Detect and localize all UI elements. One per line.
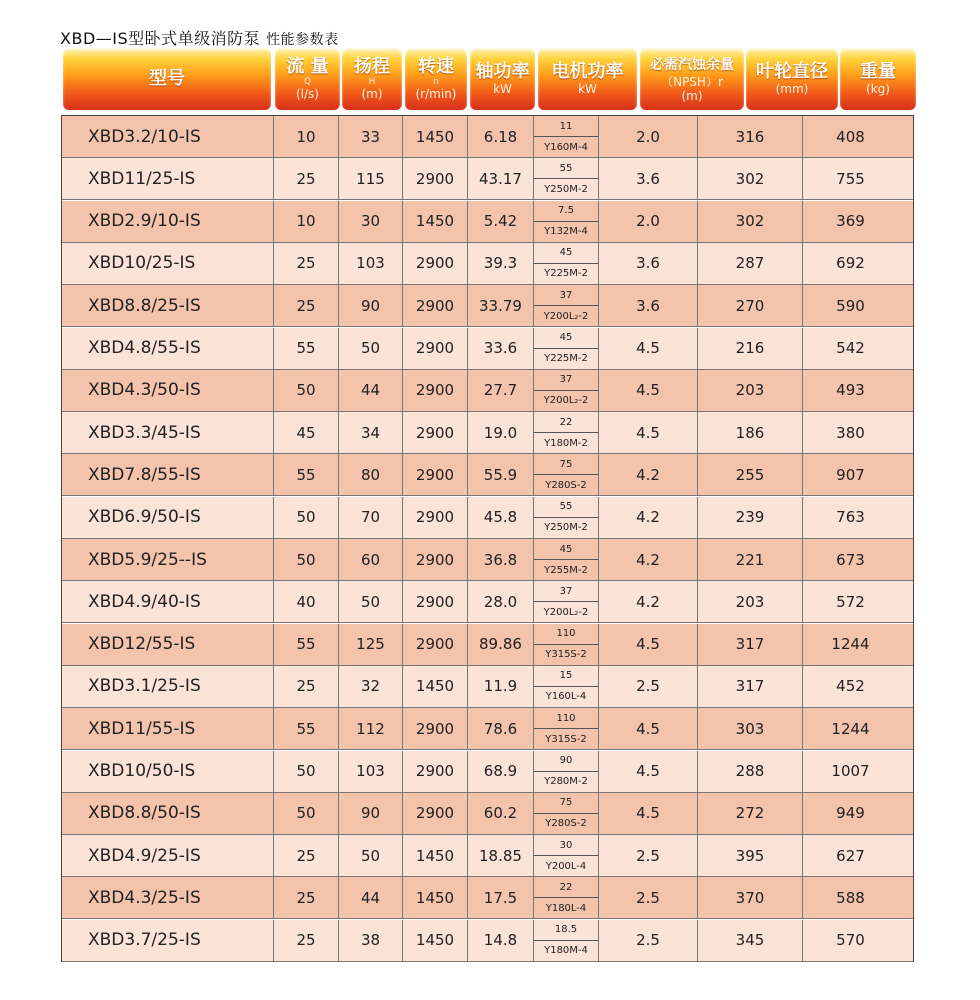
cell-head: 103 (339, 751, 403, 792)
table-row (62, 497, 913, 539)
table-row (62, 285, 913, 327)
parameter-table (61, 115, 914, 962)
header-symbol: H (368, 77, 376, 87)
cell-flow: 55 (274, 708, 339, 749)
cell-impeller: 186 (698, 412, 803, 453)
cell-head: 112 (339, 708, 403, 749)
cell-motor-model: Y200L₂-2 (543, 310, 589, 322)
cell-motor-kw: 45 (534, 243, 598, 264)
cell-model: XBD3.1/25-IS (62, 666, 274, 707)
cell-npsh: 2.5 (599, 877, 698, 918)
header-label: 流 量 (286, 56, 329, 77)
cell-motor-model: Y280S-2 (545, 818, 587, 830)
header-flow (275, 48, 340, 110)
cell-motor (534, 116, 599, 157)
cell-motor-model: Y255M-2 (544, 564, 588, 576)
cell-motor (534, 793, 599, 834)
header-unit: (r/min) (415, 87, 457, 101)
cell-weight: 673 (836, 550, 865, 569)
cell-speed: 2900 (403, 708, 468, 749)
cell-shaft: 45.8 (468, 497, 534, 538)
cell-impeller: 317 (698, 666, 803, 707)
cell-motor (534, 920, 599, 961)
header-shaft-power (470, 48, 535, 110)
cell-shaft: 18.85 (468, 835, 534, 876)
cell-motor (534, 539, 599, 580)
cell-motor (534, 243, 599, 284)
cell-head: 115 (339, 158, 403, 199)
cell-weight: 408 (836, 127, 865, 146)
header-label: 轴功率 (475, 61, 530, 82)
cell-impeller: 221 (698, 539, 803, 580)
cell-impeller: 303 (698, 708, 803, 749)
cell-npsh: 2.5 (599, 666, 698, 707)
cell-model: XBD4.3/50-IS (62, 370, 274, 411)
cell-model: XBD7.8/55-IS (62, 454, 274, 495)
cell-npsh: 4.5 (599, 751, 698, 792)
cell-model: XBD11/25-IS (62, 158, 274, 199)
cell-motor-kw: 7.5 (534, 201, 598, 222)
cell-npsh: 2.0 (599, 116, 698, 157)
table-row (62, 116, 913, 158)
cell-shaft: 28.0 (468, 581, 534, 622)
cell-weight: 542 (836, 339, 865, 357)
cell-speed: 2900 (403, 497, 468, 538)
cell-motor (534, 877, 599, 918)
cell-speed: 1450 (403, 201, 468, 242)
header-symbol: （NPSH）r (661, 75, 723, 89)
cell-shaft: 6.18 (468, 116, 534, 157)
cell-weight: 493 (836, 381, 865, 400)
table-row (62, 708, 913, 750)
header-unit: (m) (361, 87, 383, 101)
cell-model: XBD3.2/10-IS (62, 116, 274, 157)
cell-model: XBD8.8/25-IS (62, 285, 274, 326)
cell-impeller: 316 (698, 116, 803, 157)
cell-impeller: 288 (698, 751, 803, 792)
table-row (62, 624, 913, 666)
cell-head: 34 (339, 412, 403, 453)
cell-shaft: 14.8 (468, 920, 534, 961)
cell-impeller: 302 (698, 158, 803, 199)
cell-impeller: 287 (698, 243, 803, 284)
cell-impeller: 345 (698, 920, 803, 961)
cell-speed: 1450 (403, 666, 468, 707)
cell-motor-kw: 55 (534, 158, 598, 179)
cell-impeller: 272 (698, 793, 803, 834)
cell-motor (534, 708, 599, 749)
cell-flow: 40 (274, 581, 339, 622)
table-row (62, 328, 913, 370)
cell-flow: 25 (274, 158, 339, 199)
cell-npsh: 4.5 (599, 624, 698, 665)
cell-motor-kw: 110 (534, 708, 598, 729)
cell-impeller: 255 (698, 454, 803, 495)
header-unit: kW (493, 82, 512, 96)
cell-speed: 1450 (403, 835, 468, 876)
cell-model: XBD12/55-IS (62, 624, 274, 665)
cell-weight: 692 (836, 254, 865, 273)
cell-flow: 45 (274, 412, 339, 453)
cell-speed: 2900 (403, 793, 468, 834)
cell-head: 60 (339, 539, 403, 580)
cell-shaft: 19.0 (468, 412, 534, 453)
header-symbol: Q (303, 77, 312, 87)
cell-head: 90 (339, 285, 403, 326)
cell-flow: 25 (274, 877, 339, 918)
cell-motor (534, 497, 599, 538)
header-unit: (l/s) (296, 87, 319, 101)
cell-motor-model: Y200L₂-2 (543, 395, 589, 407)
cell-flow: 25 (274, 835, 339, 876)
header-motor-power (538, 48, 637, 110)
header-weight (840, 48, 916, 110)
cell-speed: 1450 (403, 920, 468, 961)
cell-npsh: 3.6 (599, 243, 698, 284)
cell-weight: 572 (836, 592, 865, 611)
cell-motor-model: Y225M-2 (544, 353, 588, 364)
cell-motor-kw: 22 (534, 877, 598, 898)
cell-model: XBD3.3/45-IS (62, 412, 274, 453)
table-row (62, 201, 913, 243)
cell-shaft: 78.6 (468, 708, 534, 749)
cell-weight: 452 (836, 677, 865, 696)
cell-impeller: 395 (698, 835, 803, 876)
header-impeller-diameter (746, 48, 838, 110)
cell-motor (534, 370, 599, 411)
cell-weight: 588 (836, 888, 865, 907)
cell-motor-model: Y160L-4 (545, 691, 587, 703)
cell-motor-kw: 11 (534, 116, 598, 137)
header-unit: (kg) (866, 82, 890, 96)
cell-model: XBD11/55-IS (62, 708, 274, 749)
cell-weight: 369 (836, 212, 865, 231)
cell-speed: 2900 (403, 328, 468, 369)
cell-motor-kw: 55 (534, 497, 598, 518)
cell-model: XBD10/50-IS (62, 751, 274, 792)
table-row (62, 581, 913, 623)
cell-shaft: 36.8 (468, 539, 534, 580)
cell-model: XBD6.9/50-IS (62, 497, 274, 538)
cell-model: XBD5.9/25--IS (62, 539, 274, 580)
cell-impeller: 203 (698, 581, 803, 622)
cell-shaft: 5.42 (468, 201, 534, 242)
header-symbol: n (433, 77, 439, 87)
table-row (62, 370, 913, 412)
cell-model: XBD4.8/55-IS (62, 328, 274, 369)
cell-model: XBD10/25-IS (62, 243, 274, 284)
cell-motor (534, 158, 599, 199)
cell-motor (534, 454, 599, 495)
header-unit: (m) (681, 89, 703, 103)
cell-motor-model: Y225M-2 (544, 268, 588, 280)
cell-motor-kw: 90 (534, 751, 598, 772)
cell-npsh: 4.2 (599, 539, 698, 580)
cell-motor-model: Y250M-2 (544, 183, 588, 195)
cell-motor (534, 835, 599, 876)
cell-flow: 55 (274, 624, 339, 665)
cell-model: XBD4.9/40-IS (62, 581, 274, 622)
cell-flow: 25 (274, 920, 339, 961)
cell-flow: 55 (274, 454, 339, 495)
cell-head: 70 (339, 497, 403, 538)
cell-shaft: 60.2 (468, 793, 534, 834)
cell-motor-kw: 30 (534, 835, 598, 856)
cell-flow: 50 (274, 751, 339, 792)
cell-shaft: 43.17 (468, 158, 534, 199)
cell-head: 30 (339, 201, 403, 242)
cell-motor-model: Y315S-2 (545, 733, 587, 745)
cell-motor-kw: 110 (534, 624, 598, 645)
cell-shaft: 33.79 (468, 285, 534, 326)
table-row (62, 835, 913, 877)
table-row (62, 539, 913, 581)
cell-model: XBD4.9/25-IS (62, 835, 274, 876)
cell-weight: 755 (836, 169, 865, 188)
title-sub: 性能参数表 (266, 32, 339, 48)
table-row (62, 454, 913, 496)
table-row (62, 412, 913, 454)
cell-motor-kw: 15 (534, 666, 598, 687)
cell-head: 125 (339, 624, 403, 665)
cell-npsh: 2.0 (599, 201, 698, 242)
cell-head: 90 (339, 793, 403, 834)
cell-weight: 1007 (831, 762, 870, 780)
cell-npsh: 4.5 (599, 412, 698, 453)
cell-speed: 2900 (403, 751, 468, 792)
cell-flow: 25 (274, 243, 339, 284)
cell-motor-kw: 45 (534, 328, 598, 349)
cell-shaft: 68.9 (468, 751, 534, 792)
cell-motor-model: Y280S-2 (545, 479, 587, 491)
cell-speed: 1450 (403, 116, 468, 157)
cell-weight: 763 (836, 508, 865, 527)
cell-motor-model: Y200L-4 (545, 860, 587, 872)
header-model (63, 48, 271, 110)
header-head (342, 48, 402, 110)
cell-npsh: 2.5 (599, 835, 698, 876)
cell-motor (534, 624, 599, 665)
cell-weight: 570 (836, 931, 865, 950)
cell-speed: 2900 (403, 370, 468, 411)
cell-npsh: 4.5 (599, 328, 698, 369)
cell-npsh: 4.2 (599, 581, 698, 622)
cell-motor (534, 666, 599, 707)
cell-head: 44 (339, 877, 403, 918)
cell-impeller: 302 (698, 201, 803, 242)
cell-npsh: 3.6 (599, 158, 698, 199)
cell-npsh: 4.5 (599, 370, 698, 411)
cell-flow: 10 (274, 116, 339, 157)
cell-flow: 50 (274, 793, 339, 834)
header-label: 扬程 (354, 56, 390, 77)
cell-head: 32 (339, 666, 403, 707)
cell-head: 50 (339, 328, 403, 369)
cell-flow: 25 (274, 666, 339, 707)
cell-motor-model: Y180M-4 (544, 945, 588, 957)
cell-weight: 627 (836, 846, 865, 865)
cell-impeller: 239 (698, 497, 803, 538)
cell-flow: 50 (274, 370, 339, 411)
cell-motor (534, 201, 599, 242)
table-row (62, 243, 913, 285)
cell-head: 50 (339, 835, 403, 876)
cell-impeller: 270 (698, 285, 803, 326)
cell-impeller: 203 (698, 370, 803, 411)
cell-motor-kw: 18.5 (534, 920, 598, 941)
table-row (62, 793, 913, 835)
cell-flow: 25 (274, 285, 339, 326)
cell-motor-kw: 22 (534, 412, 598, 433)
cell-speed: 2900 (403, 624, 468, 665)
header-label: 电机功率 (551, 61, 624, 82)
cell-model: XBD8.8/50-IS (62, 793, 274, 834)
cell-motor (534, 751, 599, 792)
cell-motor-model: Y132M-4 (544, 226, 588, 238)
cell-head: 33 (339, 116, 403, 157)
cell-speed: 2900 (403, 412, 468, 453)
header-label: 叶轮直径 (756, 61, 828, 82)
cell-head: 38 (339, 920, 403, 961)
table-row (62, 751, 913, 793)
cell-impeller: 216 (698, 328, 803, 369)
header-speed (405, 48, 467, 110)
cell-impeller: 370 (698, 877, 803, 918)
cell-weight: 590 (836, 296, 865, 315)
cell-shaft: 17.5 (468, 877, 534, 918)
header-label: 转速 (418, 56, 454, 77)
cell-motor-model: Y315S-2 (545, 649, 587, 661)
cell-model: XBD3.7/25-IS (62, 920, 274, 961)
cell-shaft: 39.3 (468, 243, 534, 284)
cell-flow: 50 (274, 497, 339, 538)
cell-motor-model: Y250M-2 (544, 522, 588, 534)
cell-shaft: 27.7 (468, 370, 534, 411)
cell-npsh: 2.5 (599, 920, 698, 961)
header-unit: kW (578, 82, 597, 96)
cell-motor-kw: 37 (534, 581, 598, 602)
cell-speed: 2900 (403, 581, 468, 622)
cell-head: 50 (339, 581, 403, 622)
cell-head: 103 (339, 243, 403, 284)
cell-npsh: 4.2 (599, 497, 698, 538)
cell-weight: 907 (836, 465, 865, 484)
cell-motor-model: Y280M-2 (544, 776, 588, 787)
cell-model: XBD4.3/25-IS (62, 877, 274, 918)
cell-motor-model: Y160M-4 (544, 141, 588, 153)
cell-motor-model: Y180M-2 (544, 437, 588, 449)
cell-motor-kw: 37 (534, 370, 598, 391)
cell-speed: 2900 (403, 158, 468, 199)
cell-npsh: 3.6 (599, 285, 698, 326)
cell-npsh: 4.2 (599, 454, 698, 495)
cell-speed: 2900 (403, 243, 468, 284)
cell-head: 44 (339, 370, 403, 411)
cell-speed: 1450 (403, 877, 468, 918)
cell-motor-model: Y200L₂-2 (543, 606, 589, 618)
cell-shaft: 33.6 (468, 328, 534, 369)
cell-motor-model: Y180L-4 (545, 902, 587, 914)
cell-weight: 380 (836, 423, 865, 442)
title-main: XBD—IS型卧式单级消防泵 (60, 29, 261, 48)
cell-motor (534, 412, 599, 453)
cell-flow: 55 (274, 328, 339, 369)
cell-motor-kw: 75 (534, 454, 598, 475)
header-npsh (640, 48, 744, 110)
cell-shaft: 55.9 (468, 454, 534, 495)
cell-motor (534, 581, 599, 622)
page-title (60, 26, 339, 49)
cell-motor-kw: 75 (534, 793, 598, 814)
cell-motor-kw: 45 (534, 539, 598, 560)
cell-speed: 2900 (403, 539, 468, 580)
cell-npsh: 4.5 (599, 708, 698, 749)
cell-motor (534, 285, 599, 326)
table-row (62, 877, 913, 919)
cell-weight: 949 (836, 804, 865, 823)
cell-head: 80 (339, 454, 403, 495)
header-label: 必需汽蚀余量 (650, 57, 734, 73)
cell-impeller: 317 (698, 624, 803, 665)
cell-weight: 1244 (831, 719, 870, 738)
cell-model: XBD2.9/10-IS (62, 201, 274, 242)
cell-shaft: 11.9 (468, 666, 534, 707)
table-row (62, 666, 913, 708)
header-unit: (mm) (775, 82, 809, 96)
cell-flow: 50 (274, 539, 339, 580)
cell-motor (534, 328, 599, 369)
cell-flow: 10 (274, 201, 339, 242)
header-label: 型号 (149, 68, 185, 89)
cell-npsh: 4.5 (599, 793, 698, 834)
cell-speed: 2900 (403, 454, 468, 495)
cell-weight: 1244 (831, 635, 870, 654)
table-row (62, 158, 913, 200)
header-label: 重量 (860, 61, 896, 82)
cell-motor-kw: 37 (534, 285, 598, 306)
cell-shaft: 89.86 (468, 624, 534, 665)
table-row (62, 920, 913, 962)
cell-speed: 2900 (403, 285, 468, 326)
